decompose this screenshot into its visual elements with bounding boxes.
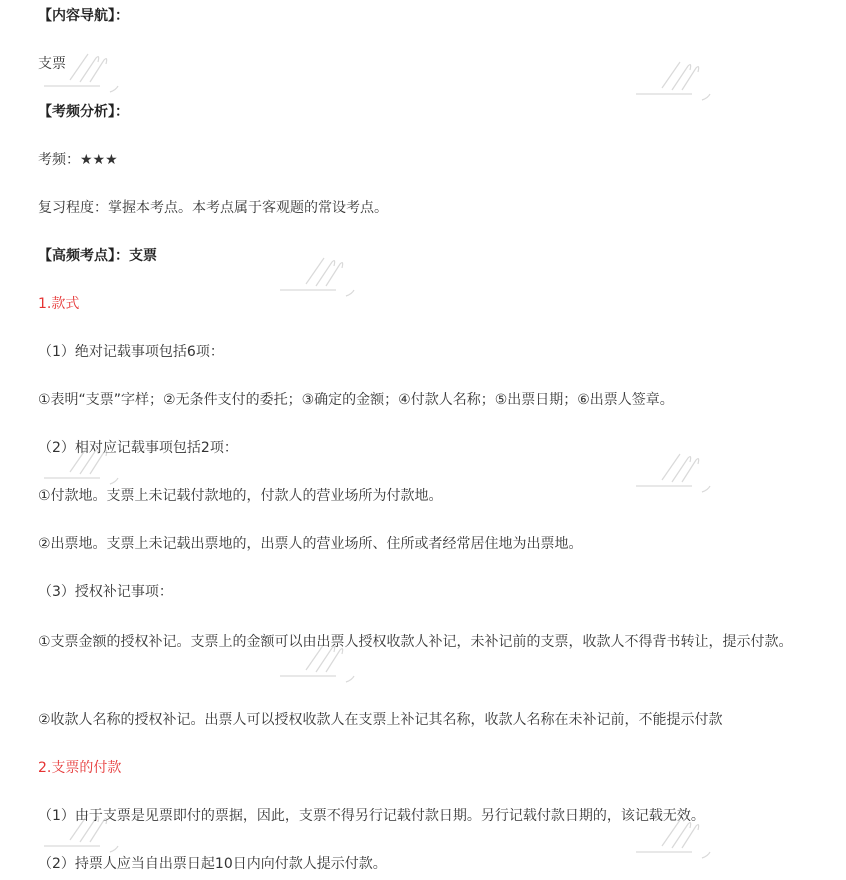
section-1-sub1-title: （1）绝对记载事项包括6项： [38,344,224,360]
frequency-analysis-heading: 【考频分析】： [38,104,129,120]
section-1-sub2-text1: ①付款地。支票上未记载付款地的，付款人的营业场所为付款地。 [38,488,443,504]
section-2-title: 2.支票的付款 [38,760,122,776]
review-level: 复习程度：掌握本考点。本考点属于客观题的常设考点。 [38,200,388,216]
section-1-sub3-text1: ①支票金额的授权补记。支票上的金额可以由出票人授权收款人补记，未补记前的支票，收款人不得背书转让，提示付款。 [38,634,793,650]
frequency-rating: 考频：★★★ [38,152,118,168]
section-2-item2: （2）持票人应当自出票日起10日内向付款人提示付款。 [38,856,387,872]
section-1-sub3-title: （3）授权补记事项： [38,584,173,600]
section-2-item1: （1）由于支票是见票即付的票据，因此，支票不得另行记载付款日期。另行记载付款日期的，该记载无效。 [38,808,705,824]
watermark-icon [276,244,366,304]
content-nav-item: 支票 [38,56,66,72]
section-1-sub2-text2: ②出票地。支票上未记载出票地的，出票人的营业场所、住所或者经常居住地为出票地。 [38,536,583,552]
content-nav-heading: 【内容导航】： [38,8,129,24]
section-1-title: 1.款式 [38,296,80,312]
section-1-sub3-text2: ②收款人名称的授权补记。出票人可以授权收款人在支票上补记其名称，收款人名称在未补记前，不能提示付款 [38,712,723,728]
watermark-icon [632,48,722,108]
section-1-sub1-text: ①表明“支票”字样；②无条件支付的委托；③确定的金额；④付款人名称；⑤出票日期；⑥出票人签章。 [38,392,674,408]
high-freq-heading: 【高频考点】：支票 [38,248,157,264]
watermark-icon [632,440,722,500]
section-1-sub2-title: （2）相对应记载事项包括2项： [38,440,238,456]
